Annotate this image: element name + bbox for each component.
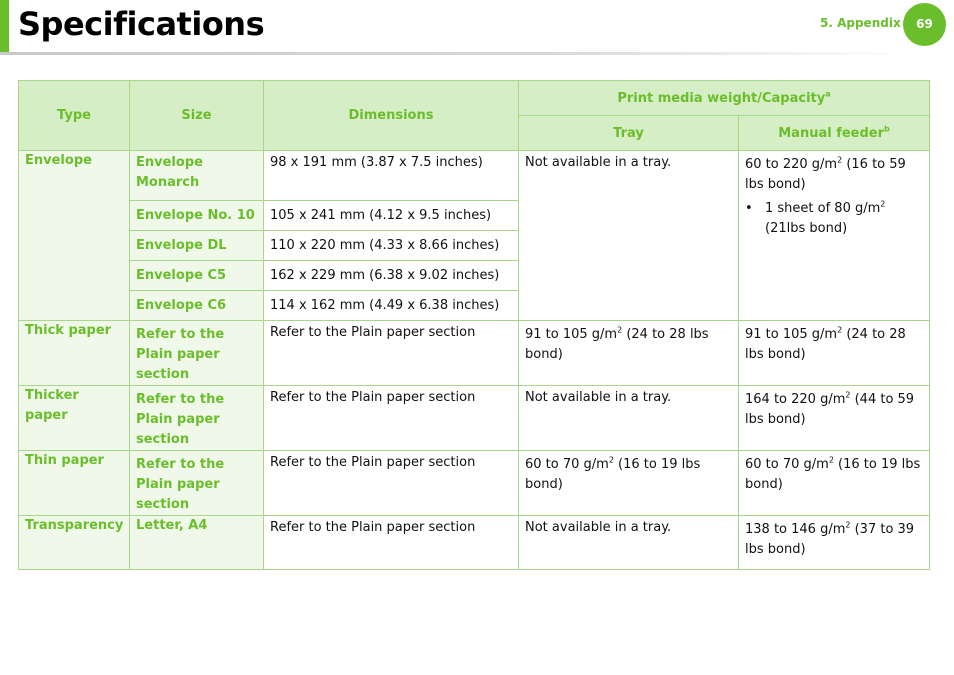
table-row (19, 451, 930, 516)
size-thicker-paper: Refer to the Plain paper section (130, 386, 264, 451)
dim-thick-paper: Refer to the Plain paper section (264, 321, 519, 386)
chapter-label: 5. Appendix (820, 16, 901, 30)
list-item: • 1 sheet of 80 $g/m^2$ (21lbs bond) (745, 199, 886, 236)
dim-envelope-c5: 162 x 229 mm (6.38 x 9.02 inches) (264, 261, 519, 291)
header-manual-feeder: Manual feeder$^b$ (739, 116, 930, 151)
type-thicker-paper: Thicker paper (19, 386, 130, 451)
header-dimensions: Dimensions (264, 81, 519, 151)
type-thin-paper: Thin paper (19, 451, 130, 516)
type-envelope: Envelope (19, 151, 130, 321)
dim-envelope-dl: 110 x 220 mm (4.33 x 8.66 inches) (264, 231, 519, 261)
tray-transparency: Not available in a tray. (519, 516, 739, 570)
tray-thick-paper: 91 to 105 $g/m^2$ (24 to 28 lbs bond) (519, 321, 739, 386)
header-tray: Tray (519, 116, 739, 151)
tray-thicker-paper: Not available in a tray. (519, 386, 739, 451)
dim-envelope-monarch: 98 x 191 mm (3.87 x 7.5 inches) (264, 151, 519, 201)
size-thin-paper: Refer to the Plain paper section (130, 451, 264, 516)
tray-envelope: Not available in a tray. (519, 151, 739, 321)
type-transparency: Transparency (19, 516, 130, 570)
size-envelope-dl: Envelope DL (130, 231, 264, 261)
header-accent-bar (0, 0, 9, 52)
tray-thin-paper: 60 to 70 $g/m^2$ (16 to 19 lbs bond) (519, 451, 739, 516)
dim-thin-paper: Refer to the Plain paper section (264, 451, 519, 516)
footnote-b: b (884, 124, 890, 134)
manual-transparency: 138 to 146 $g/m^2$ (37 to 39 lbs bond) (739, 516, 930, 570)
dim-envelope-no10: 105 x 241 mm (4.12 x 9.5 inches) (264, 201, 519, 231)
header-type: Type (19, 81, 130, 151)
header-divider (0, 52, 912, 55)
dim-envelope-c6: 114 x 162 mm (4.49 x 6.38 inches) (264, 291, 519, 321)
table-row (19, 516, 930, 570)
size-thick-paper: Refer to the Plain paper section (130, 321, 264, 386)
dim-thicker-paper: Refer to the Plain paper section (264, 386, 519, 451)
type-thick-paper: Thick paper (19, 321, 130, 386)
header-print-media: Print media weight/Capacity$^a$ (519, 81, 930, 116)
manual-envelope: 60 to 220 $g/m^2$ (16 to 59 lbs bond) • 1 sheet of 80 $g/m^2$ (21lbs bond) (739, 151, 930, 321)
table-row (19, 386, 930, 451)
manual-thicker-paper: 164 to 220 $g/m^2$ (44 to 59 lbs bond) (739, 386, 930, 451)
size-envelope-monarch: Envelope Monarch (130, 151, 264, 201)
dim-transparency: Refer to the Plain paper section (264, 516, 519, 570)
size-envelope-c6: Envelope C6 (130, 291, 264, 321)
bullet-icon: • (745, 201, 753, 216)
table-row (19, 321, 930, 386)
manual-thin-paper: 60 to 70 $g/m^2$ (16 to 19 lbs bond) (739, 451, 930, 516)
page-title: Specifications (18, 5, 265, 43)
size-transparency: Letter, A4 (130, 516, 264, 570)
size-envelope-no10: Envelope No. 10 (130, 201, 264, 231)
footnote-a: a (825, 89, 831, 99)
envelope-bullet-list (745, 199, 923, 239)
specifications-table (18, 80, 930, 570)
manual-thick-paper: 91 to 105 $g/m^2$ (24 to 28 lbs bond) (739, 321, 930, 386)
page-number-badge: 69 (903, 3, 946, 46)
size-envelope-c5: Envelope C5 (130, 261, 264, 291)
header-size: Size (130, 81, 264, 151)
